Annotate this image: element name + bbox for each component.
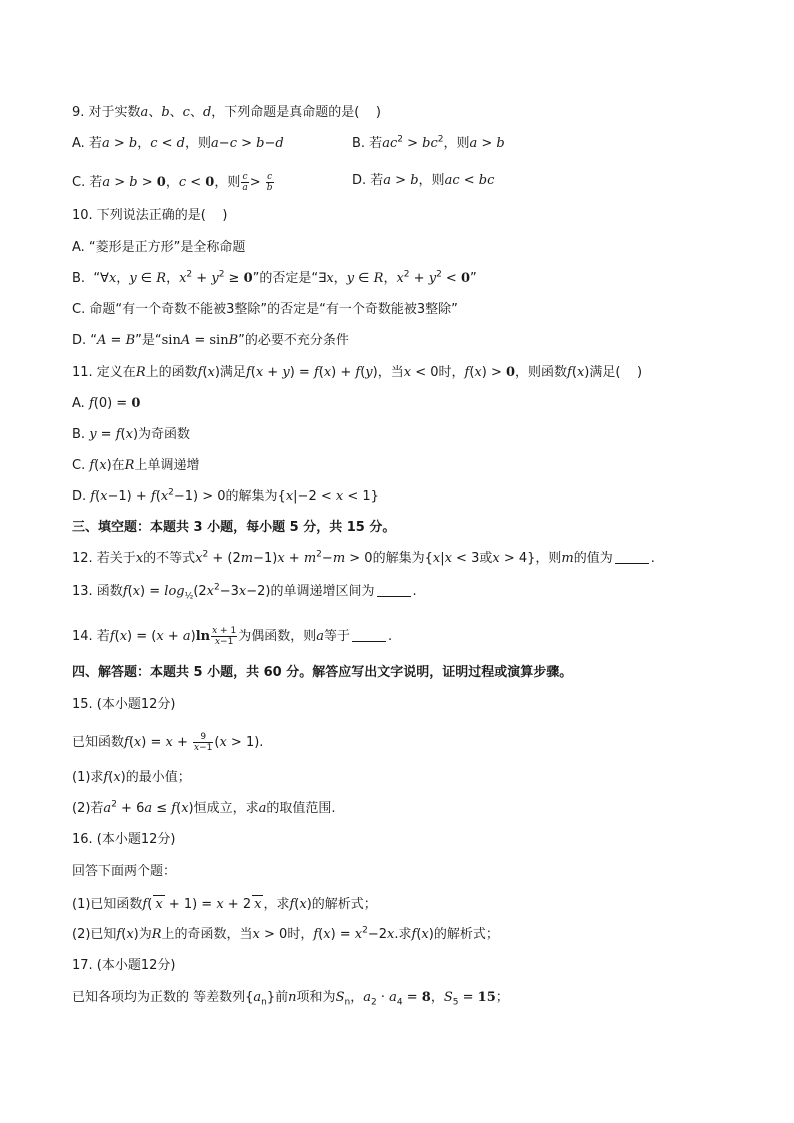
q17-heading: 17. (本小题12分) <box>72 958 176 973</box>
q16-part-1: (1)已知函数f( x + 1) = x + 2 x ，求f(x)的解析式； <box>72 897 377 912</box>
q9-option-c: C. 若a > b > 0，c < 0，则 $\frac{c}{a}$ > $\frac{c}{b}$ <box>72 172 273 193</box>
q16-heading: 16. (本小题12分) <box>72 832 176 847</box>
q12: 12. 若关于x的不等式$x^2 + (2m-1)x + m^2-m > 0$的解集为{x|x < 3或x > 4}，则m的值为 . <box>72 549 655 566</box>
q11-option-a: A. f(0) = 0 <box>72 396 141 411</box>
q15-part-1: (1)求f(x)的最小值； <box>72 770 191 785</box>
q11-option-b: B. y = f(x)为奇函数 <box>72 427 191 442</box>
q10-option-c: C. 命题“有一个奇数不能被3整除”的否定是“有一个奇数能被3整除” <box>72 302 458 317</box>
q10-option-b: B. “∀x，y ∈ R，$x^2 + y^2 \ge 0$”的否定是“∃x，y ∈ R，$x^2 + y^2 < 0$” <box>72 269 477 286</box>
q9-option-a: A. 若a > b，c < d，则a−c > b−d <box>72 136 284 151</box>
q15-stem: 已知函数f(x) = x + $\frac{9}{x-1}$ (x > 1). <box>72 732 264 753</box>
q9-stem: 9. 对于实数a、b、c、d，下列命题是真命题的是( ) <box>72 105 381 120</box>
q16-stem: 回答下面两个题： <box>72 864 177 879</box>
q9-option-b: B. 若$ac^2 > bc^2$，则a > b <box>352 134 505 151</box>
q11-stem: 11. 定义在R上的函数f(x)满足f(x + y) = f(x) + f(y)，当x < 0时，f(x) > 0，则函数f(x)满足( ) <box>72 365 643 380</box>
q15-heading: 15. (本小题12分) <box>72 697 176 712</box>
q14: 14. 若f(x) = (x + a)ln $\frac{x + 1}{x-1}$ 为偶函数，则a等于 . <box>72 626 393 647</box>
q17-stem: 已知各项均为正数的 等差数列$\{a_n\}$前n项和为$S_n$，$a_2 \cdot a_4 = 8$，$S_5 = 15$； <box>72 990 509 1008</box>
q11-option-c: C. f(x)在R上单调递增 <box>72 458 200 473</box>
q15-part-2: (2)若$a^2 + 6a \le f(x)$恒成立，求a的取值范围. <box>72 799 336 816</box>
section-fill-in-heading: 三、填空题：本题共 3 小题，每小题 5 分，共 15 分。 <box>72 520 396 535</box>
q9-option-d: D. 若a > b，则ac < bc <box>352 173 495 188</box>
q16-part-2: (2)已知f(x)为R上的奇函数，当x > 0时，$f(x) = x^2-2x$.求f(x)的解析式； <box>72 925 499 942</box>
q10-option-a: A. “菱形是正方形”是全称命题 <box>72 240 246 255</box>
section-solution-heading: 四、解答题：本题共 5 小题，共 60 分。解答应写出文字说明，证明过程或演算步骤。 <box>72 665 573 680</box>
q13: 13. 函数$f(x) = \log_{\frac{1}{2}}(2x^2-3x-2)$的单调递增区间为 . <box>72 582 417 602</box>
q10-stem: 10. 下列说法正确的是( ) <box>72 208 228 223</box>
q11-option-d: D. $f(x-1) + f(x^2-1) > 0$的解集为{x|−2 < x < 1} <box>72 487 379 504</box>
q10-option-d: D. “A = B”是“sinA = sinB”的必要不充分条件 <box>72 333 349 348</box>
